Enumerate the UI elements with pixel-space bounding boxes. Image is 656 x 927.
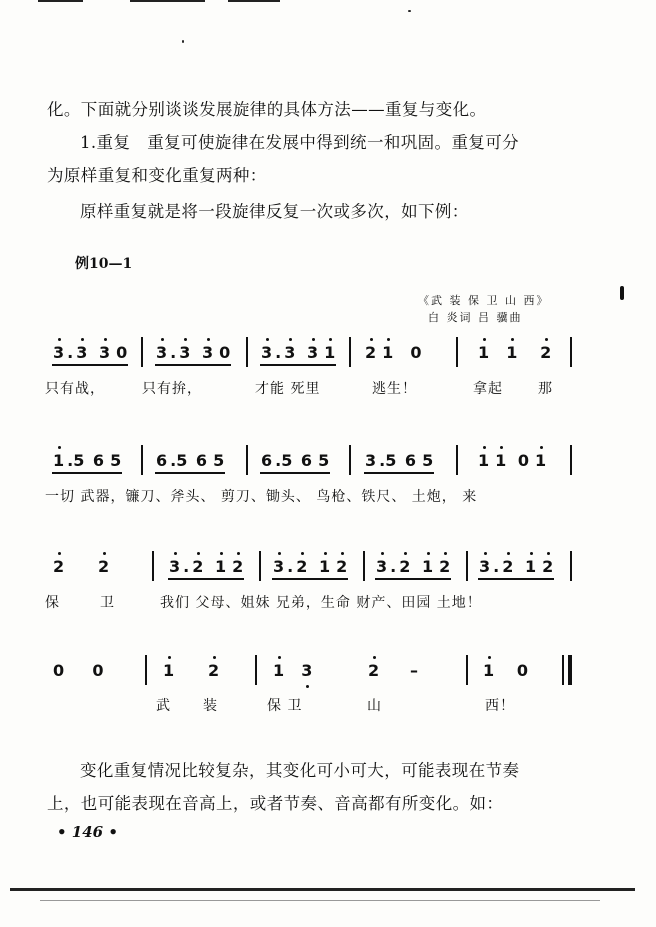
measure: 1 1 2 bbox=[478, 343, 552, 362]
score-row-2 bbox=[40, 451, 590, 485]
barline bbox=[141, 337, 143, 367]
paragraph-line-3: 为原样重复和变化重复两种： bbox=[47, 166, 267, 185]
paragraph-line-1: 化。下面就分别谈谈发展旋律的具体方法——重复与变化。 bbox=[47, 100, 487, 119]
lyric: 只有战， bbox=[45, 381, 105, 397]
measure: 3 . 3 3 1 bbox=[258, 343, 338, 363]
lyric: 装 bbox=[203, 698, 218, 714]
measure: 3 . 2 1 2 bbox=[270, 557, 350, 577]
barline bbox=[255, 655, 257, 685]
score-row-1 bbox=[40, 343, 590, 377]
barline bbox=[363, 551, 365, 581]
barline bbox=[259, 551, 261, 581]
measure: 1 2 bbox=[163, 661, 220, 680]
barline bbox=[466, 551, 468, 581]
lyric: 保 卫 bbox=[267, 698, 303, 714]
lyric: 保 bbox=[45, 595, 60, 611]
barline bbox=[570, 445, 572, 475]
song-credit: 白 炎词 吕 骥曲 bbox=[428, 311, 523, 324]
lyric: 拿起 bbox=[473, 381, 503, 397]
measure: 2 1 0 bbox=[365, 343, 422, 362]
top-rule-left bbox=[38, 0, 83, 2]
lyrics-row-4 bbox=[45, 695, 605, 717]
barline bbox=[562, 655, 564, 685]
barline bbox=[570, 337, 572, 367]
bottom-rule bbox=[10, 888, 635, 891]
top-rule-right bbox=[228, 0, 280, 2]
lyrics-row-2 bbox=[45, 486, 605, 508]
measure: 1 .5 6 5 bbox=[50, 451, 124, 471]
page-number: • 146 • bbox=[57, 823, 118, 841]
measure: 3 .5 6 5 bbox=[362, 451, 436, 471]
barline bbox=[152, 551, 154, 581]
measure: 3 . 3 3 0 bbox=[153, 343, 233, 363]
lyric: 一切 武器，镰刀、斧头、 剪刀、锄头、 鸟枪、铁尺、 土炮， 来 bbox=[45, 489, 478, 505]
lyric: 山 bbox=[367, 698, 382, 714]
margin-mark bbox=[620, 286, 624, 300]
paragraph-line-6: 上，也可能表现在音高上，或者节奏、音高都有所变化。如： bbox=[47, 794, 504, 813]
measure: 1 0 bbox=[483, 661, 528, 680]
measure: 6 .5 6 5 bbox=[258, 451, 332, 471]
lyric: 西！ bbox=[485, 698, 515, 714]
final-barline bbox=[568, 655, 572, 685]
paragraph-line-5: 变化重复情况比较复杂，其变化可小可大，可能表现在节奏 bbox=[80, 761, 520, 780]
top-rule-middle bbox=[130, 0, 205, 2]
measure: 3 . 2 1 2 bbox=[476, 557, 556, 577]
lyrics-row-1 bbox=[45, 378, 605, 400]
barline bbox=[349, 337, 351, 367]
measure: 3 . 2 1 2 bbox=[166, 557, 246, 577]
lyric: 我们 父母、姐妹 兄弟，生命 财产、田园 土地！ bbox=[160, 595, 482, 611]
barline bbox=[246, 445, 248, 475]
paragraph-line-4: 原样重复就是将一段旋律反复一次或多次，如下例： bbox=[80, 202, 469, 221]
measure: 2 – bbox=[368, 661, 418, 680]
speck bbox=[408, 10, 411, 12]
measure: 0 0 bbox=[53, 661, 104, 680]
lyric: 只有拚， bbox=[142, 381, 202, 397]
lyric: 那 bbox=[538, 381, 553, 397]
bottom-rule-thin bbox=[40, 900, 600, 901]
measure: 1 1 0 1 bbox=[478, 451, 547, 470]
example-label: 例10—1 bbox=[75, 256, 133, 272]
barline bbox=[456, 337, 458, 367]
lyrics-row-3 bbox=[45, 592, 605, 614]
barline bbox=[141, 445, 143, 475]
barline bbox=[570, 551, 572, 581]
measure: 3 . 3 3 0 bbox=[50, 343, 130, 363]
barline bbox=[246, 337, 248, 367]
lyric: 逃生！ bbox=[372, 381, 417, 397]
song-title: 《武 装 保 卫 山 西》 bbox=[418, 294, 550, 307]
barline bbox=[349, 445, 351, 475]
lyric: 卫 bbox=[100, 595, 115, 611]
measure: 6 .5 6 5 bbox=[153, 451, 227, 471]
lyric: 武 bbox=[156, 698, 171, 714]
speck bbox=[182, 40, 184, 43]
score-row-4 bbox=[40, 661, 590, 695]
measure: 2 2 bbox=[53, 557, 110, 576]
barline bbox=[456, 445, 458, 475]
barline bbox=[466, 655, 468, 685]
measure: 3 . 2 1 2 bbox=[373, 557, 453, 577]
lyric: 才能 死里 bbox=[255, 381, 321, 397]
paragraph-line-2: 1.重复 重复可使旋律在发展中得到统一和巩固。重复可分 bbox=[80, 133, 520, 152]
measure: 1 3 bbox=[273, 661, 313, 680]
score-row-3 bbox=[40, 557, 590, 591]
barline bbox=[145, 655, 147, 685]
